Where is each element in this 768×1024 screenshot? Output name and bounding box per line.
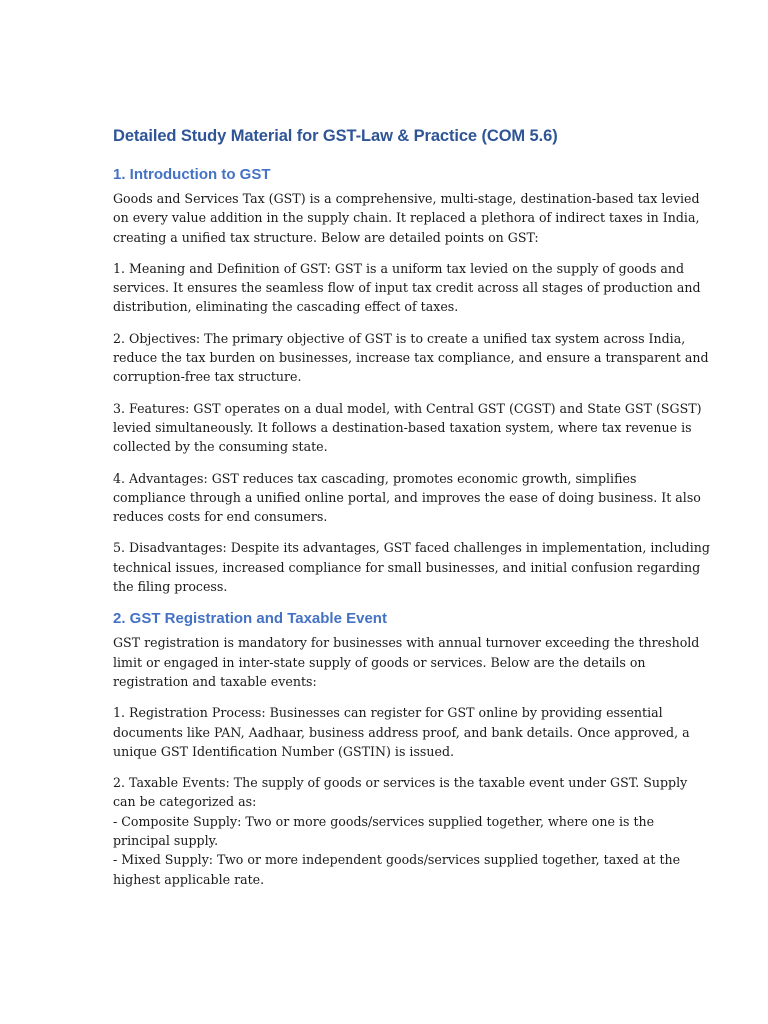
text-line: corruption-free tax structure. — [113, 369, 302, 385]
text-line: collected by the consuming state. — [113, 439, 328, 455]
document-page — [113, 124, 710, 901]
section-heading: 2. GST Registration and Taxable Event — [113, 610, 387, 628]
text-line: Goods and Services Tax (GST) is a comprehensive, multi-stage, destination-based tax levied — [113, 191, 700, 206]
paragraph — [113, 538, 710, 596]
text-line: the filing process. — [113, 579, 228, 595]
paragraph — [113, 633, 700, 691]
text-line: - Composite Supply: Two or more goods/services supplied together, where one is the — [113, 813, 655, 829]
text-line: technical issues, increased compliance for small businesses, and initial confusion regarding — [113, 559, 701, 575]
paragraph — [113, 189, 700, 247]
text-line: reduces costs for end consumers. — [113, 509, 328, 525]
paragraph — [113, 703, 690, 761]
text-line: registration and taxable events: — [113, 673, 317, 689]
text-line: 5. Disadvantages: Despite its advantages, GST faced challenges in implementation, including — [113, 540, 710, 556]
document-title: Detailed Study Material for GST-Law & Practice (COM 5.6) — [113, 127, 558, 145]
text-line: 2. Taxable Events: The supply of goods or services is the taxable event under GST. Supply — [113, 775, 688, 791]
text-line: principal supply. — [113, 833, 219, 849]
text-line: 3. Features: GST operates on a dual model, with Central GST (CGST) and State GST (SGST) — [113, 400, 702, 416]
text-line: documents like PAN, Aadhaar, business address proof, and bank details. Once approved, a — [113, 724, 690, 740]
text-line: highest applicable rate. — [113, 871, 265, 887]
text-line: unique GST Identification Number (GSTIN) is issued. — [113, 743, 455, 759]
text-line: levied simultaneously. It follows a destination-based taxation system, where tax revenue is — [113, 419, 692, 435]
text-line: compliance through a unified online portal, and improves the ease of doing business. It also — [113, 489, 701, 505]
text-line: services. It ensures the seamless flow of input tax credit across all stages of production and — [113, 280, 701, 296]
text-line: 4. Advantages: GST reduces tax cascading, promotes economic growth, simplifies — [113, 470, 637, 486]
text-line: 2. Objectives: The primary objective of GST is to create a unified tax system across India, — [113, 330, 686, 346]
text-line: 1. Meaning and Definition of GST: GST is a uniform tax levied on the supply of goods and — [113, 260, 685, 276]
paragraph — [113, 773, 688, 889]
text-line: GST registration is mandatory for businesses with annual turnover exceeding the threshold — [113, 635, 700, 651]
text-line: limit or engaged in inter-state supply of goods or services. Below are the details on — [113, 654, 646, 670]
paragraph — [113, 259, 701, 317]
paragraph — [113, 469, 701, 527]
text-line: can be categorized as: — [113, 794, 257, 810]
text-line: on every value addition in the supply chain. It replaced a plethora of indirect taxes in India, — [113, 210, 700, 226]
paragraph — [113, 329, 709, 387]
text-line: - Mixed Supply: Two or more independent goods/services supplied together, taxed at the — [113, 852, 681, 868]
paragraph — [113, 399, 702, 457]
text-line: 1. Registration Process: Businesses can register for GST online by providing essential — [113, 705, 663, 721]
text-line: creating a unified tax structure. Below are detailed points on GST: — [113, 229, 539, 245]
document-body — [113, 164, 710, 889]
text-line: reduce the tax burden on businesses, increase tax compliance, and ensure a transparent and — [113, 350, 709, 366]
section-heading: 1. Introduction to GST — [113, 166, 271, 183]
text-line: distribution, eliminating the cascading effect of taxes. — [113, 299, 459, 315]
